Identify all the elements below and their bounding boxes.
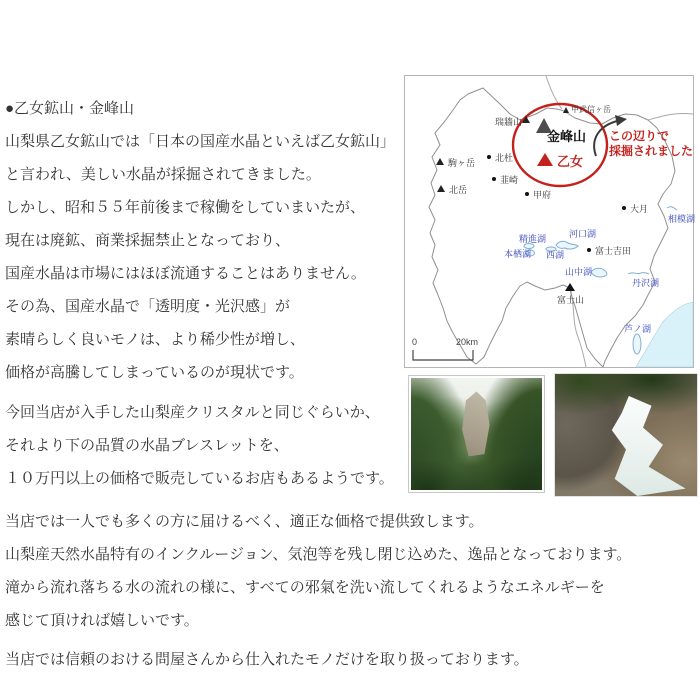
- text-line: １０万円以上の価格で販売しているお店もあるようです。: [5, 470, 394, 487]
- map-canvas: [405, 76, 696, 367]
- text-line: 当店では信頼のおける問屋さんから仕入れたモノだけを取り扱っております。: [5, 651, 529, 668]
- fujiyoshida-label: 富士吉田: [595, 246, 632, 256]
- boundary-branch-northeast: [648, 113, 693, 120]
- kobushi-triangle-icon: [563, 107, 569, 113]
- otsuki-label: 大月: [630, 204, 649, 214]
- kinpu-label: 金峰山: [547, 129, 587, 144]
- saiko-label: 西湖: [546, 250, 565, 260]
- annotation-arrowhead: [615, 115, 627, 126]
- kawaguchiko-label: 河口湖: [569, 229, 597, 239]
- otome-label: 乙女: [557, 154, 584, 169]
- section-heading: ●乙女鉱山・金峰山: [5, 100, 135, 117]
- yamanakako-label: 山中湖: [565, 267, 593, 277]
- otome-triangle-icon: [537, 153, 553, 166]
- mining-area-circle: [513, 104, 607, 186]
- ocean-area: [636, 302, 693, 367]
- komagatake-triangle-icon: [436, 158, 444, 165]
- text-line: 今回当店が入手した山梨産クリスタルと同じぐらいか、: [5, 404, 380, 421]
- nirasaki-label: 韮崎: [500, 175, 519, 185]
- hokuto-label: 北杜: [495, 153, 514, 163]
- sagamiko-label: 相模湖: [668, 214, 696, 224]
- scale-zero-label: 0: [412, 337, 418, 347]
- text-line: 価格が高騰してしまっているのが現状です。: [5, 364, 304, 381]
- waterfall-boulders-image: [555, 374, 697, 496]
- text-line: 山梨県乙女鉱山では「日本の国産水晶といえば乙女鉱山」: [5, 133, 396, 150]
- shojiko-label: 精進湖: [519, 234, 547, 244]
- mizugaki-label: 瑞牆山: [495, 117, 523, 127]
- kitadake-label: 北岳: [449, 185, 468, 195]
- text-line: それより下の品質の水晶ブレスレットを、: [5, 437, 289, 454]
- forest-shape: [411, 378, 542, 490]
- text-line: しかし、昭和５５年前後まで稼働をしていまいたが、: [5, 199, 366, 216]
- text-line: 山梨産天然水晶特有のインクルージョン、気泡等を残し閉じ込めた、逸品となっております。: [5, 546, 632, 563]
- text-line: 素晴らしく良いモノは、より稀少性が増し、: [5, 331, 305, 348]
- text-line: 国産水晶は市場にはほぼ流通することはありません。: [5, 265, 366, 282]
- photo-mountain-gorge: [408, 375, 545, 493]
- text-line: その為、国産水晶で「透明度・光沢感」が: [5, 298, 291, 315]
- ashinoko-label: 芦ノ湖: [624, 324, 652, 334]
- city-dots: [487, 155, 626, 252]
- text-line: 感じて頂ければ嬉しいです。: [5, 612, 199, 629]
- fuji-label: 富士山: [557, 295, 585, 305]
- photo-waterfall-boulders: [554, 373, 698, 497]
- kobushi-label: 甲武信ヶ岳: [571, 105, 611, 114]
- mountain-gorge-image: [411, 378, 542, 490]
- kitadake-triangle-icon: [437, 185, 445, 192]
- komagatake-label: 駒ヶ岳: [448, 158, 476, 168]
- annotation-line1: この辺りで: [609, 129, 670, 143]
- text-line: 当店では一人でも多くの方に届けるべく、適正な価格で提供致します。: [5, 513, 484, 530]
- yamanashi-prefecture-map: [404, 75, 694, 368]
- scale-distance-label: 20km: [456, 337, 479, 347]
- text-line: 滝から流れ落ちる水の流れの様に、すべての邪氣を洗い流してくれるようなエネルギーを: [5, 579, 605, 596]
- tanzawako-label: 丹沢湖: [632, 278, 660, 288]
- water-flow-shape: [555, 374, 697, 496]
- kofu-label: 甲府: [533, 190, 552, 200]
- motosuko-label: 本栖湖: [504, 249, 532, 259]
- annotation-line2: 採掘されました: [609, 144, 694, 158]
- text-line: と言われ、美しい水晶が採掘されてきました。: [5, 166, 321, 183]
- text-line: 現在は廃鉱、商業採掘禁止となっており、: [5, 232, 291, 249]
